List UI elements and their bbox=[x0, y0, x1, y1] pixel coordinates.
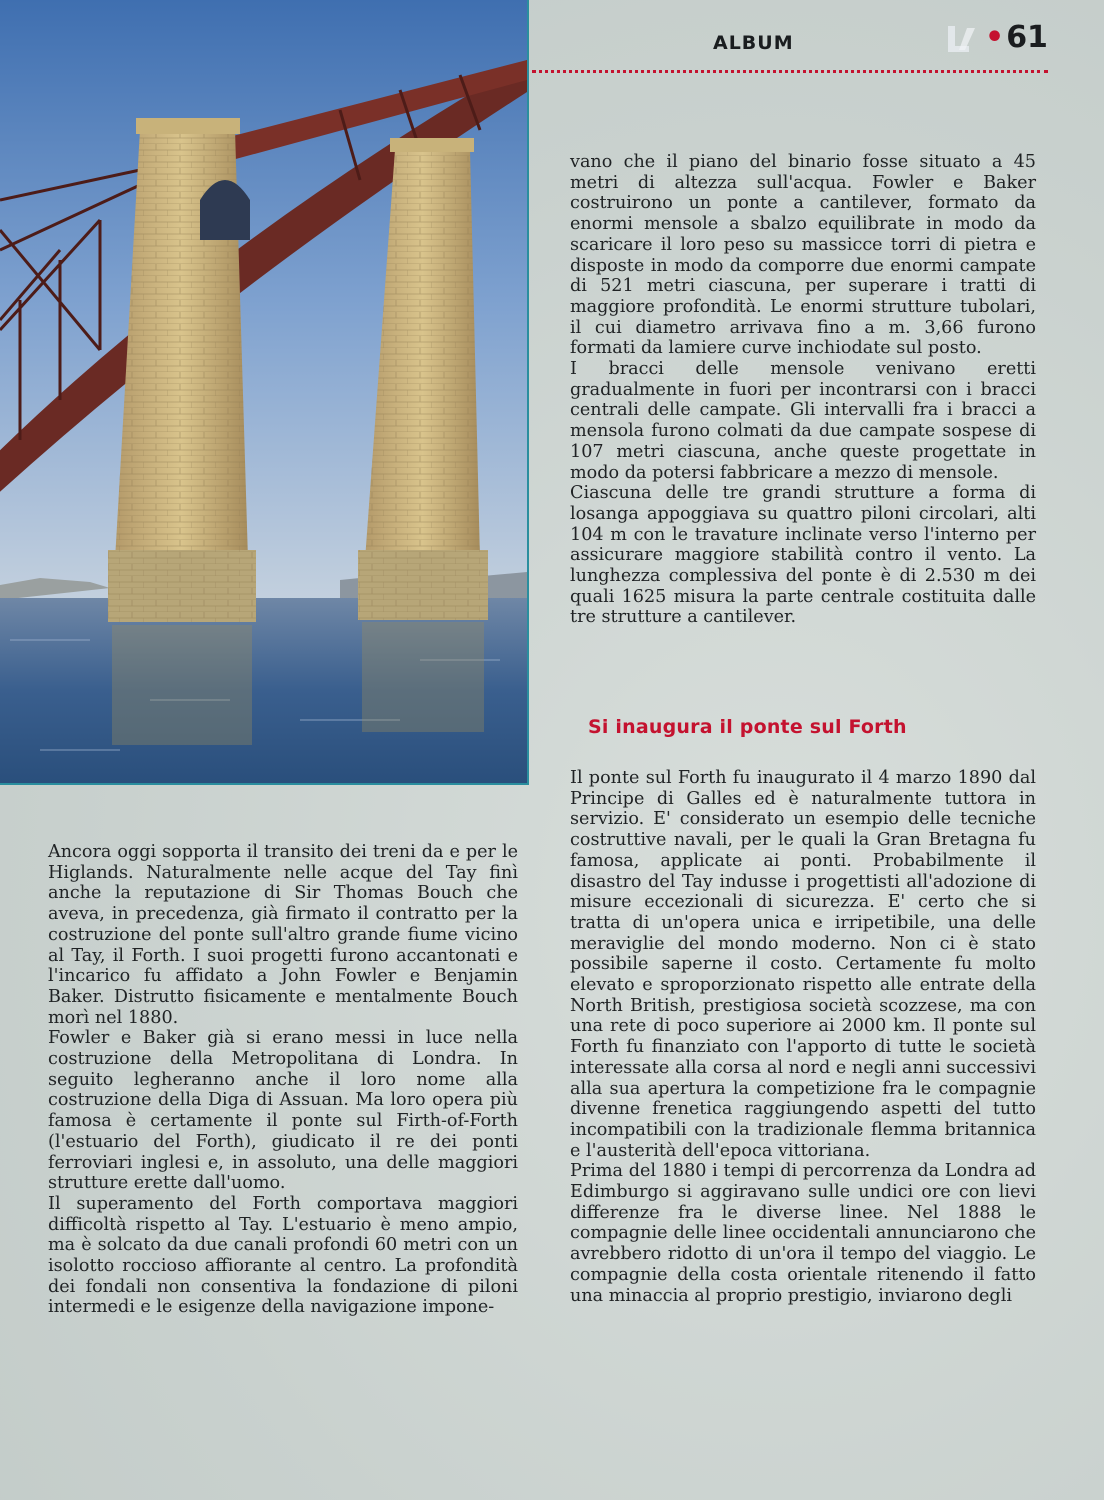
page-number-value: 61 bbox=[1006, 20, 1048, 55]
paragraph: I bracci delle mensole venivano eretti gradualmente in fuori per incontrarsi con i bracci centrali delle campate. Gli intervalli fra i bracci a mensola furono colmati da due campate sospese di 107 metri ciascuna, anche queste progettate in modo da potersi fabbricare a mezzo di mensole. bbox=[570, 359, 1036, 483]
paragraph: Prima del 1880 i tempi di percorrenza da Londra ad Edimburgo si aggiravano sulle undici ore con lievi differenze fra le diverse linee. Nel 1888 le compagnie delle linee occidentali annunciarono che avrebbero ridotto di un'ora il tempo del viaggio. Le compagnie della costa orientale ritenendo il fatto una minaccia al proprio prestigio, inviarono degli bbox=[570, 1161, 1036, 1306]
magazine-logo-icon bbox=[945, 24, 979, 54]
paragraph: Fowler e Baker già si erano messi in luce nella costruzione della Metropolitana di Londra. In seguito legheranno anche il loro nome alla costruzione della Diga di Assuan. Ma loro opera più famosa è certamente il ponte sul Firth-of-Forth (l'estuario del Forth), giudicato il re dei ponti ferroviari inglesi e, in assoluto, una delle maggiori strutture erette dall'uomo. bbox=[48, 1028, 518, 1194]
paragraph: Ciascuna delle tre grandi strutture a forma di losanga appoggiava su quattro piloni circolari, alti 104 m con le travature inclinate verso l'interno per assicurare maggiore stabilità contro il vento. La lunghezza complessiva del ponte è di 2.530 m dei quali 1625 misura la parte centrale costituita dalle tre strutture a cantilever. bbox=[570, 483, 1036, 628]
paragraph: Ancora oggi sopporta il transito dei treni da e per le Higlands. Naturalmente nelle acque del Tay finì anche la reputazione di Sir Thomas Bouch che aveva, in precedenza, già firmato il contratto per la costruzione del ponte sull'altro grande fiume vicino al Tay, il Forth. I suoi progetti furono accantonati e l'incarico fu affidato a John Fowler e Benjamin Baker. Distrutto fisicamente e mentalmente Bouch morì nel 1880. bbox=[48, 842, 518, 1028]
bullet-dot-icon: • bbox=[985, 20, 1005, 55]
bridge-photo bbox=[0, 0, 529, 785]
right-column-top bbox=[570, 152, 1036, 628]
page-number bbox=[985, 20, 1048, 55]
section-subheading: Si inaugura il ponte sul Forth bbox=[588, 716, 907, 738]
page-header bbox=[527, 18, 1050, 70]
left-column bbox=[48, 842, 518, 1318]
bridge-illustration bbox=[0, 0, 527, 783]
header-divider bbox=[532, 70, 1048, 73]
paragraph: vano che il piano del binario fosse situato a 45 metri di altezza sull'acqua. Fowler e Baker costruirono un ponte a cantilever, formato da enormi mensole a sbalzo equilibrate in modo da scaricare il loro peso su massicce torri di pietra e disposte in modo da comporre due enormi campate di 521 metri ciascuna, per superare i tratti di maggiore profondità. Le enormi strutture tubolari, il cui diametro arrivava fino a m. 3,66 furono formati da lamiere curve inchiodate sul posto. bbox=[570, 152, 1036, 359]
paragraph: Il superamento del Forth comportava maggiori difficoltà rispetto al Tay. L'estuario è meno ampio, ma è solcato da due canali profondi 60 metri con un isolotto roccioso affiorante al centro. La profondità dei fondali non consentiva la fondazione di piloni intermedi e le esigenze della navigazione impone- bbox=[48, 1193, 518, 1318]
right-column-bottom bbox=[570, 768, 1036, 1306]
paragraph: Il ponte sul Forth fu inaugurato il 4 marzo 1890 dal Principe di Galles ed è naturalmente tuttora in servizio. E' considerato un esempio delle tecniche costruttive navali, per le quali la Gran Bretagna fu famosa, applicate ai ponti. Probabilmente il disastro del Tay indusse i progettisti all'adozione di misure eccezionali di sicurezza. E' certo che si tratta di un'opera unica e irripetibile, una delle meraviglie del mondo moderno. Non ci è stato possibile saperne il costo. Certamente fu molto elevato e sproporzionato rispetto alle entrate della North British, prestigiosa società scozzese, ma con una rete di poco superiore ai 2000 km. Il ponte sul Forth fu finanziato con l'apporto di tutte le società interessate alla corsa al nord e negli anni successivi alla sua apertura la competizione fra le compagnie divenne frenetica raggiungendo aspetti del tutto incompatibili con la tradizionale flemma britannica e l'austerità dell'epoca vittoriana. bbox=[570, 768, 1036, 1161]
section-label: ALBUM bbox=[713, 32, 794, 54]
